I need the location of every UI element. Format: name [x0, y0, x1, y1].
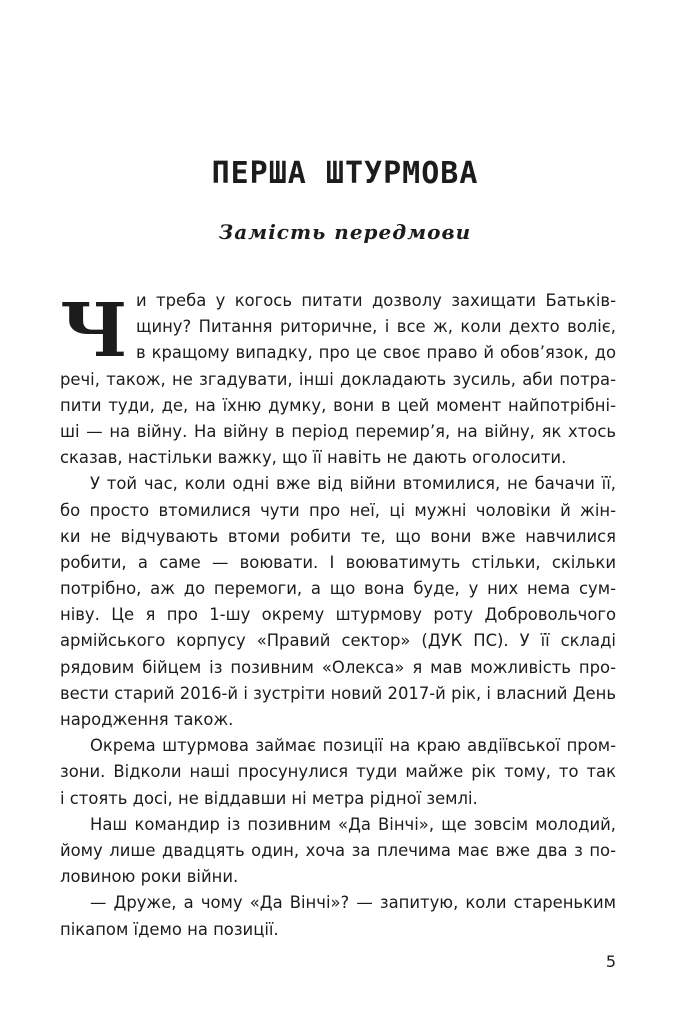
text-line: Наш командир із позивним «Да Вінчі», ще зовсім молодий, [90, 814, 616, 834]
text-line: потрібно, аж до перемоги, а що вона буде, у них нема сум- [60, 579, 616, 599]
text-line: вести старий 2016-й і зустріти новий 2017-й рік, і власний День [60, 683, 616, 703]
text-line: армійського корпусу «Правий сектор» (ДУК ПС). У її складі [60, 631, 616, 651]
text-line: ловиною роки війни. [60, 867, 239, 887]
text-line: бо просто втомилися чути про неї, ці мужні чоловіки й жін- [60, 500, 616, 520]
text-line: рядовим бійцем із позивним «Олекса» я мав можливість про- [60, 657, 616, 677]
text-line: ки не відчувають втоми робити те, що вони вже навчилися [60, 526, 616, 546]
text-line: в кращому випадку, про це своє право й обов’язок, до [136, 343, 616, 363]
text-line: речі, також, не згадувати, інші докладають зусиль, аби потра- [60, 369, 616, 389]
text-line: и треба у когось питати дозволу захищати Батьків- [136, 291, 616, 310]
text-line: ніву. Це я про 1-шу окрему штурмову роту Добровольчого [60, 605, 616, 625]
text-line: — Друже, а чому «Да Вінчі»? — запитую, коли стареньким [90, 893, 616, 913]
text-line: і стоять досі, не віддавши ні метра рідної землі. [60, 788, 478, 808]
text-line: Окрема штурмова займає позиції на краю авдіївської пром- [90, 736, 616, 756]
page-number: 5 [605, 952, 616, 971]
text-line: пікапом їдемо на позиції. [60, 919, 279, 939]
text-line: народження також. [60, 710, 234, 729]
text-line: У той час, коли одні вже від війни втомилися, не бачачи її, [90, 474, 616, 494]
text-line: сказав, настільки важку, що її навіть не дають оголосити. [60, 448, 567, 468]
body-text [60, 288, 616, 943]
chapter-title: ПЕРША ШТУРМОВА [211, 156, 479, 191]
drop-cap: Ч [60, 288, 128, 374]
text-line: зони. Відколи наші просунулися туди майже рік тому, то так [60, 762, 616, 782]
text-line: йому лише двадцять один, хоча за плечима має вже два з по- [60, 840, 616, 860]
text-line: пити туди, де, на їхню думку, вони в цей момент найпотрібні- [60, 395, 616, 415]
chapter-subtitle: Замість передмови [218, 220, 472, 244]
text-line: ші — на війну. На війну в період перемир’я, на війну, як хтось [60, 421, 616, 441]
text-line: щину? Питання риторичне, і все ж, коли дехто воліє, [136, 317, 616, 337]
text-line: робити, а саме — воювати. І воюватимуть стільки, скільки [60, 552, 616, 572]
